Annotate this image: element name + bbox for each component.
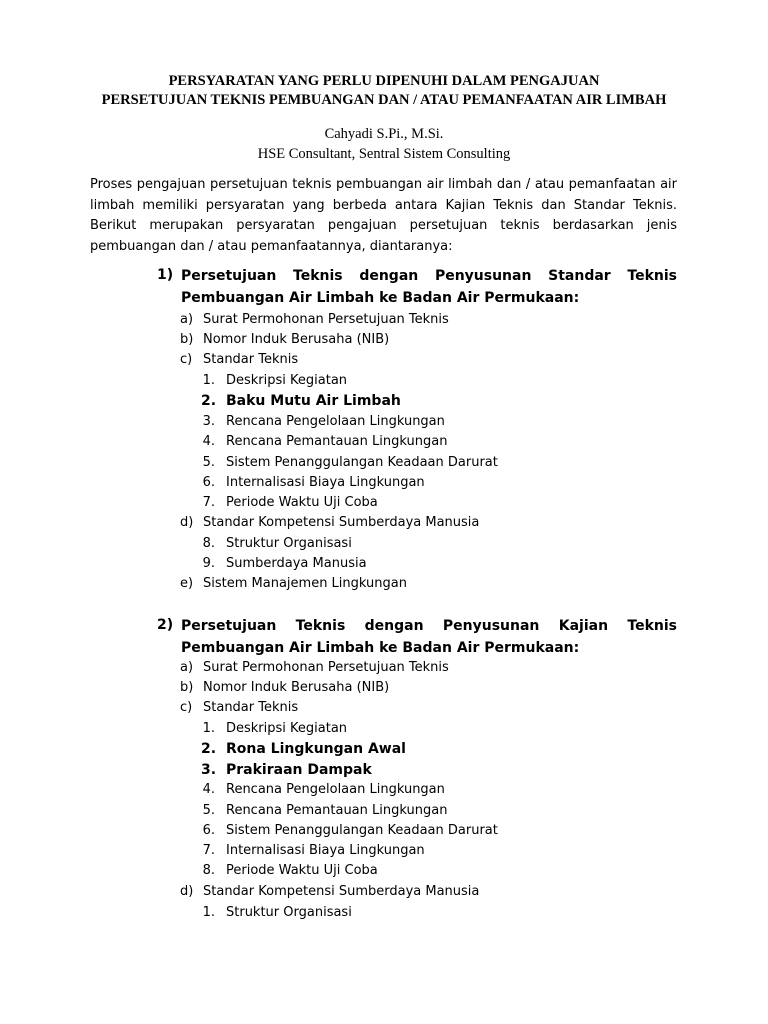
item-text: Nomor Induk Berusaha (NIB): [203, 332, 390, 347]
sub-item-text: Internalisasi Biaya Lingkungan: [226, 843, 425, 858]
item-letter: c): [180, 352, 193, 367]
sub-item-text: Deskripsi Kegiatan: [226, 721, 348, 736]
sub-item-text: Periode Waktu Uji Coba: [226, 863, 378, 878]
item-text: Nomor Induk Berusaha (NIB): [203, 680, 390, 695]
sub-item-text: Deskripsi Kegiatan: [226, 373, 348, 388]
item-letter: b): [180, 680, 194, 695]
item-text: Standar Teknis: [203, 352, 299, 367]
title-line-1: PERSYARATAN YANG PERLU DIPENUHI DALAM PENGAJUAN: [168, 73, 600, 89]
item-text: Standar Kompetensi Sumberdaya Manusia: [203, 515, 480, 530]
sub-item-number: 6.: [202, 475, 215, 490]
sub-item-number: 4.: [202, 782, 215, 797]
intro-paragraph: Proses pengajuan persetujuan teknis pembuangan air limbah dan / atau pemanfaatan air limbah memiliki persyaratan yang berbeda antara Kajian Teknis dan Standar Teknis. Berikut merupakan persyaratan pengajuan persetujuan teknis berdasarkan jenis pembuangan dan / atau pemanfaatannya, diantaranya:: [90, 177, 677, 254]
sub-item-number: 1.: [202, 905, 215, 920]
sub-item-number: 7.: [202, 843, 215, 858]
sub-item-number: 1.: [202, 721, 215, 736]
author-affiliation: HSE Consultant, Sentral Sistem Consulting: [257, 146, 511, 162]
sub-item-text: Rencana Pemantauan Lingkungan: [226, 434, 448, 449]
sub-item-number: 5.: [202, 803, 215, 818]
author-block: [60, 124, 708, 164]
item-text: Standar Kompetensi Sumberdaya Manusia: [203, 884, 480, 899]
sub-item-number: 4.: [202, 434, 215, 449]
item-letter: e): [180, 576, 194, 591]
sub-item-number: 9.: [202, 556, 215, 571]
item-letter: c): [180, 700, 193, 715]
sub-item-number: 3.: [201, 762, 217, 778]
item-text: Sistem Manajemen Lingkungan: [203, 576, 407, 591]
item-letter: a): [180, 660, 194, 675]
sub-item-number: 2.: [201, 393, 217, 409]
item-text: Surat Permohonan Persetujuan Teknis: [203, 660, 449, 675]
sub-item-number: 6.: [202, 823, 215, 838]
author-name: Cahyadi S.Pi., M.Si.: [324, 126, 444, 142]
sub-item-number: 8.: [202, 863, 215, 878]
sub-item-text: Rencana Pengelolaan Lingkungan: [226, 414, 445, 429]
sub-item-number: 7.: [202, 495, 215, 510]
sub-item-number: 5.: [202, 455, 215, 470]
sub-item-text: Rencana Pengelolaan Lingkungan: [226, 782, 445, 797]
item-letter: a): [180, 312, 194, 327]
sub-item-text: Struktur Organisasi: [226, 905, 352, 920]
sub-item-text: Sumberdaya Manusia: [226, 556, 367, 571]
sub-item-text: Internalisasi Biaya Lingkungan: [226, 475, 425, 490]
sub-item-number: 2.: [201, 741, 217, 757]
section-number: 2): [157, 617, 174, 633]
item-letter: d): [180, 884, 194, 899]
item-text: Surat Permohonan Persetujuan Teknis: [203, 312, 449, 327]
item-letter: b): [180, 332, 194, 347]
sub-item-text: Prakiraan Dampak: [226, 762, 372, 778]
section-number: 1): [157, 267, 174, 283]
sub-item-text: Rencana Pemantauan Lingkungan: [226, 803, 448, 818]
document-title: [60, 72, 708, 110]
section-heading: Persetujuan Teknis dengan Penyusunan Standar Teknis Pembuangan Air Limbah ke Badan Air Permukaan:: [181, 268, 677, 306]
title-line-2: PERSETUJUAN TEKNIS PEMBUANGAN DAN / ATAU PEMANFAATAN AIR LIMBAH: [101, 92, 667, 108]
sub-item-text: Sistem Penanggulangan Keadaan Darurat: [226, 455, 498, 470]
section-heading: Persetujuan Teknis dengan Penyusunan Kajian Teknis Pembuangan Air Limbah ke Badan Air Permukaan:: [181, 618, 677, 656]
sub-item-number: 3.: [202, 414, 215, 429]
sub-item-number: 1.: [202, 373, 215, 388]
sub-item-text: Periode Waktu Uji Coba: [226, 495, 378, 510]
sub-item-text: Struktur Organisasi: [226, 536, 352, 551]
sub-item-number: 8.: [202, 536, 215, 551]
sub-item-text: Baku Mutu Air Limbah: [226, 393, 401, 409]
item-letter: d): [180, 515, 194, 530]
sub-item-text: Rona Lingkungan Awal: [226, 741, 406, 757]
sub-item-text: Sistem Penanggulangan Keadaan Darurat: [226, 823, 498, 838]
item-text: Standar Teknis: [203, 700, 299, 715]
